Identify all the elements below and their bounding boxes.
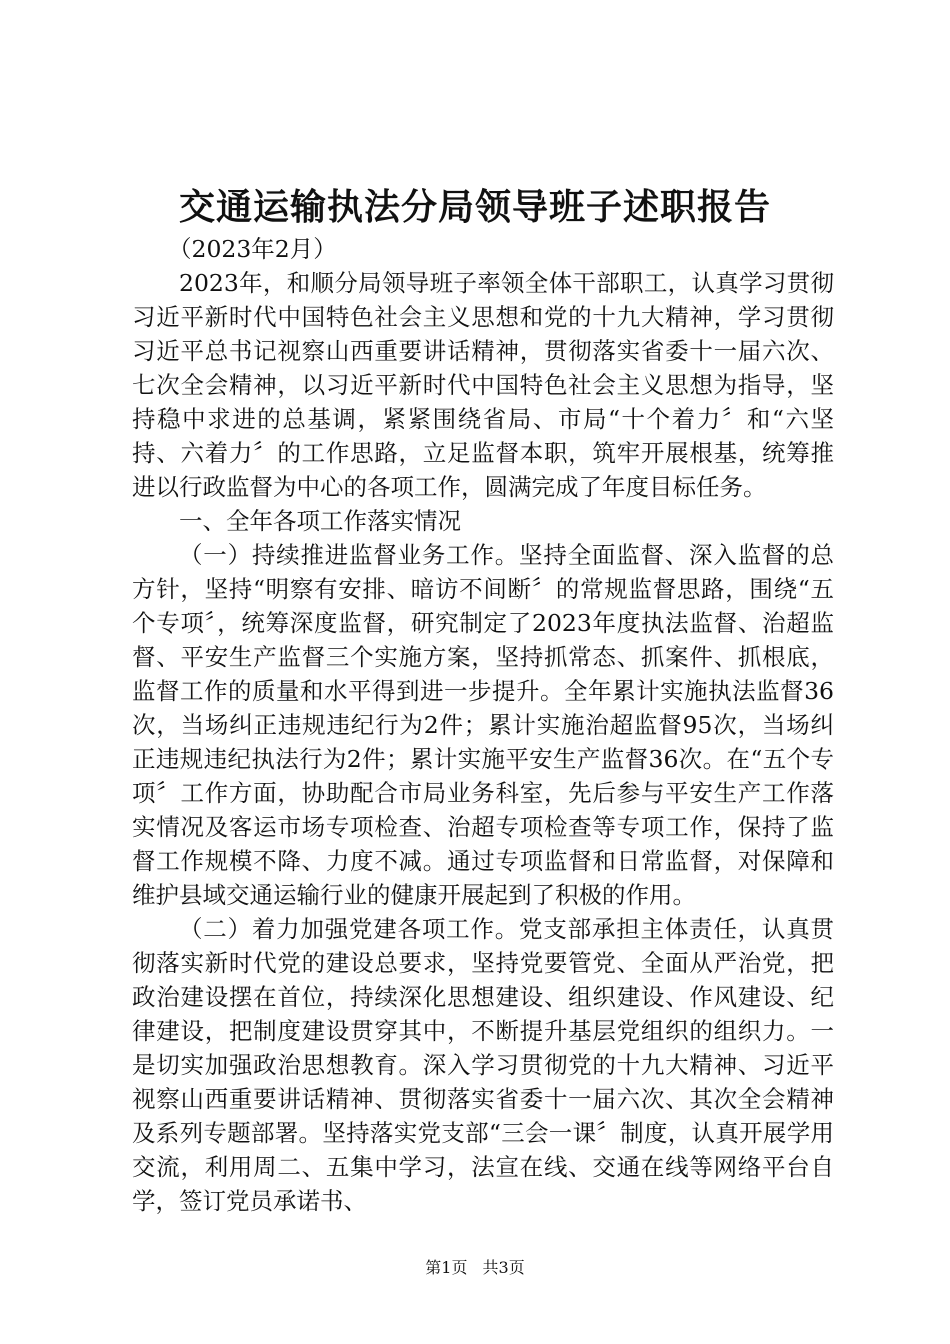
page-total: 共3页 xyxy=(482,1258,525,1277)
paragraph-party-building: （二）着力加强党建各项工作。党支部承担主体责任，认真贯彻落实新时代党的建设总要求，坚持党要管党、全面从严治党，把政治建设摆在首位，持续深化思想建设、组织建设、作风建设、纪律建设，把制度建设贯穿其中，不断提升基层党组织的组织力。一是切实加强政治思想教育。深入学习贯彻党的十九大精神、习近平视察山西重要讲话精神、贯彻落实省委十一届六次、其次全会精神及系列专题部署。坚持落实党支部“三会一课〞制度，认真开展学用交流，利用周二、五集中学习，法宣在线、交通在线等网络平台自学，签订党员承诺书、 xyxy=(132,915,834,1215)
section-heading: 一、全年各项工作落实情况 xyxy=(179,507,461,535)
page-footer xyxy=(0,1256,950,1280)
page-number: 第1页 xyxy=(425,1258,468,1277)
paragraph-supervision: （一）持续推进监督业务工作。坚持全面监督、深入监督的总方针，坚持“明察有安排、暗访不间断〞的常规监督思路，围绕“五个专项〞，统筹深度监督，研究制定了2023年度执法监督、治超监督、平安生产监督三个实施方案，坚持抓常态、抓案件、抓根底，监督工作的质量和水平得到进一步提升。全年累计实施执法监督36次，当场纠正违规违纪行为2件；累计实施治超监督95次，当场纠正违规违纪执法行为2件；累计实施平安生产监督36次。在“五个专项〞工作方面，协助配合市局业务科室，先后参与平安生产工作落实情况及客运市场专项检查、治超专项检查等专项工作，保持了监督工作规模不降、力度不减。通过专项监督和日常监督，对保障和维护县域交通运输行业的健康开展起到了积极的作用。 xyxy=(132,541,834,909)
document-title: 交通运输执法分局领导班子述职报告 xyxy=(178,186,771,228)
intro-paragraph: 2023年，和顺分局领导班子率领全体干部职工，认真学习贯彻习近平新时代中国特色社会主义思想和党的十九大精神，学习贯彻习近平总书记视察山西重要讲话精神，贯彻落实省委十一届六次、七次全会精神，以习近平新时代中国特色社会主义思想为指导，坚持稳中求进的总基调，紧紧围绕省局、市局“十个着力〞和“六坚持、六着力〞的工作思路，立足监督本职，筑牢开展根基，统筹推进以行政监督为中心的各项工作，圆满完成了年度目标任务。 xyxy=(132,269,834,501)
document-body xyxy=(132,232,834,1218)
document-date: （2023年2月） xyxy=(168,235,337,263)
